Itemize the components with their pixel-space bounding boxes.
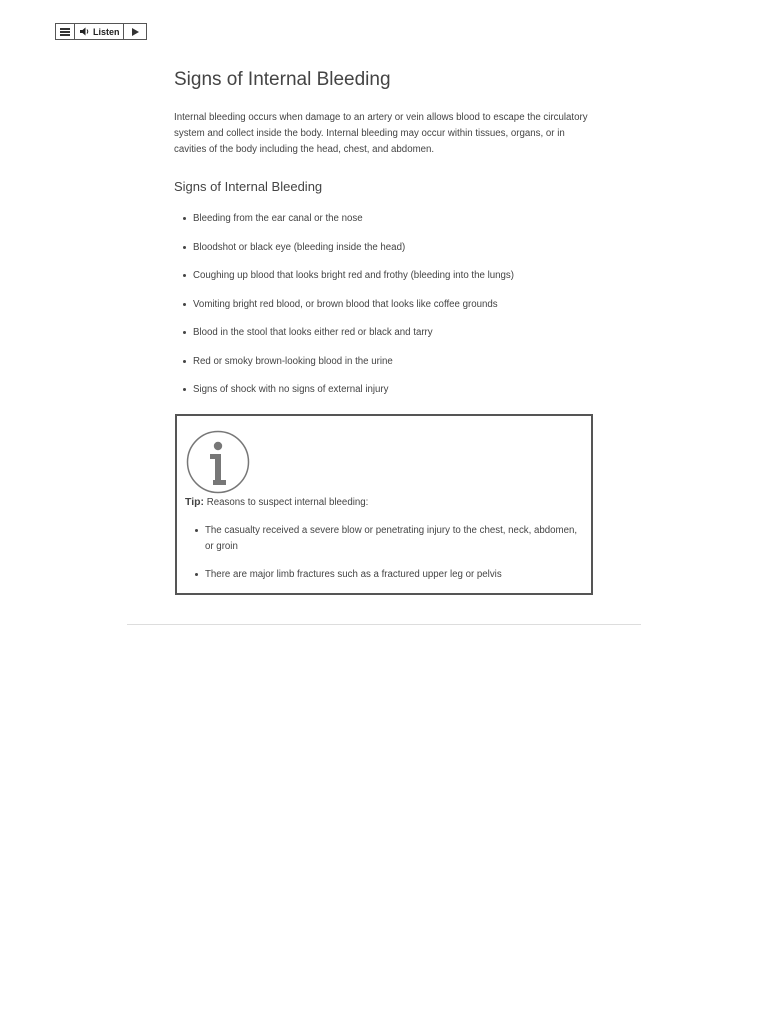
tip-heading [185,495,368,510]
listen-label: Listen [93,26,120,37]
menu-button[interactable] [56,24,75,39]
list-item: Blood in the stool that looks either red or black and tarry [193,327,598,339]
page-title: Signs of Internal Bleeding [174,69,391,90]
listen-button[interactable] [75,24,124,39]
play-icon [132,28,139,36]
list-item: Vomiting bright red blood, or brown blood that looks like coffee grounds [193,299,598,311]
list-item: Signs of shock with no signs of external injury [193,384,598,396]
tip-box [175,414,593,595]
list-item: Red or smoky brown-looking blood in the urine [193,356,598,368]
list-item: Bleeding from the ear canal or the nose [193,213,598,225]
tip-label: Tip: [185,496,205,508]
list-item: Coughing up blood that looks bright red and frothy (bleeding into the lungs) [193,270,598,282]
tip-list [205,523,583,595]
hamburger-menu-icon [60,28,70,36]
list-item: The casualty received a severe blow or penetrating injury to the chest, neck, abdomen, or groin [205,523,583,555]
article-content [174,66,598,413]
listen-toolbar [55,23,147,40]
divider [127,624,641,625]
list-item: Bloodshot or black eye (bleeding inside the head) [193,242,598,254]
speaker-icon [80,27,90,36]
intro-paragraph: Internal bleeding occurs when damage to an artery or vein allows blood to escape the circulatory system and collect inside the body. Internal bleeding may occur within tissues, organs, or in cavities of the body including the head, chest, and abdomen. [174,112,588,155]
info-icon [186,430,250,494]
play-button[interactable] [124,24,146,39]
section-title: Signs of Internal Bleeding [174,179,323,194]
list-item: There are major limb fractures such as a fractured upper leg or pelvis [205,567,583,583]
tip-text: Reasons to suspect internal bleeding: [206,497,369,508]
signs-list [174,213,598,396]
